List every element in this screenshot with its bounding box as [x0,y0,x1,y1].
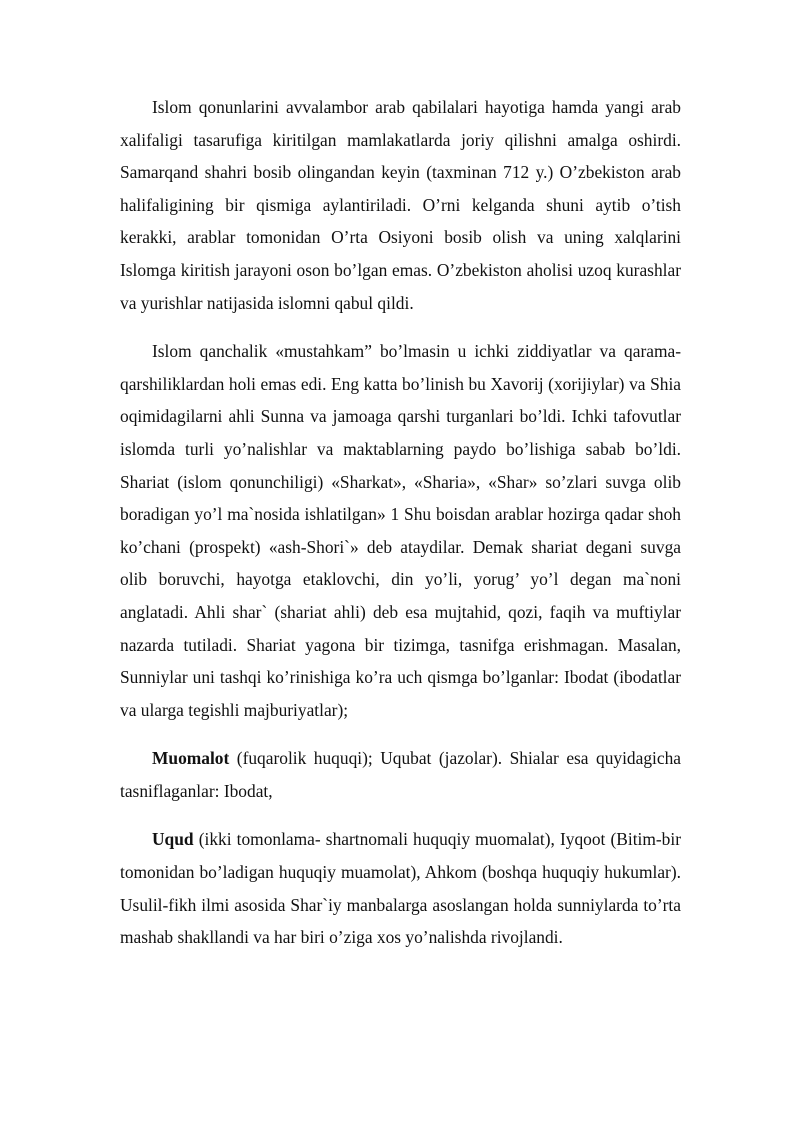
paragraph-text: Islom qanchalik «mustahkam” bo’lmasin u ichki ziddiyatlar va qarama-qarshiliklardan holi emas edi. Eng katta bo’linish bu Xavorij (xorijiylar) va Shia oqimidagilarni ahli Sunna va jamoaga qarshi turganlari bo’ldi. Ichki tafovutlar islomda turli yo’nalishlar va maktablarning paydo bo’lishiga sabab bo’ldi. Shariat (islom qonunchiligi) «Sharkat», «Sharia», «Shar» so’zlari suvga olib boradigan yo’l ma`nosida ishlatilgan» 1 Shu boisdan arablar hozirga qadar shoh ko’chani (prospekt) «ash-Shori`» deb ataydilar. Demak shariat degani suvga olib boruvchi, hayotga etaklovchi, din yo’li, yorug’ yo’l degan ma`noni anglatadi. Ahli shar` (shariat ahli) deb esa mujtahid, qozi, faqih va muftiylar nazarda tutiladi. Shariat yagona bir tizimga, tasnifga erishmagan. Masalan, Sunniylar uni tashqi ko’rinishiga ko’ra uch qismga bo’lganlar: Ibodat (ibodatlar va ularga tegishli majburiyatlar); [120,341,681,720]
paragraph-islamic-law-introduction [120,91,681,319]
document-page [120,91,681,970]
paragraph-muomalot [120,742,681,807]
bold-term-muomalot: Muomalot [152,748,230,769]
paragraph-text: Islom qonunlarini avvalambor arab qabilalari hayotiga hamda yangi arab xalifaligi tasarufiga kiritilgan mamlakatlarda joriy qilishni amalga oshirdi. Samarqand shahri bosib olingandan keyin (taxminan 712 y.) O’zbekiston arab halifaligining bir qismiga aylantiriladi. O’rni kelganda shuni aytib o’tish kerakki, arablar tomonidan O’rta Osiyoni bosib olish va uning xalqlarini Islomga kiritish jarayoni oson bo’lgan emas. O’zbekiston aholisi uzoq kurashlar va yurishlar natijasida islomni qabul qildi. [120,97,681,313]
bold-term-uqud: Uqud [152,829,194,850]
paragraph-text: (ikki tomonlama- shartnomali huquqiy muomalat), Iyqoot (Bitim-bir tomonidan bo’ladigan huquqiy muamolat), Ahkom (boshqa huquqiy hukumlar). Usulil-fikh ilmi asosida Shar`iy manbalarga asoslangan holda sunniylarda to’rta mashab shakllandi va har biri o’ziga xos yo’nalishda rivojlandi. [120,829,681,948]
paragraph-internal-divisions-shariat [120,335,681,726]
paragraph-uqud [120,823,681,953]
paragraph-text: (fuqarolik huquqi); Uqubat (jazolar). Shialar esa quyidagicha tasniflaganlar: Ibodat, [120,748,681,801]
